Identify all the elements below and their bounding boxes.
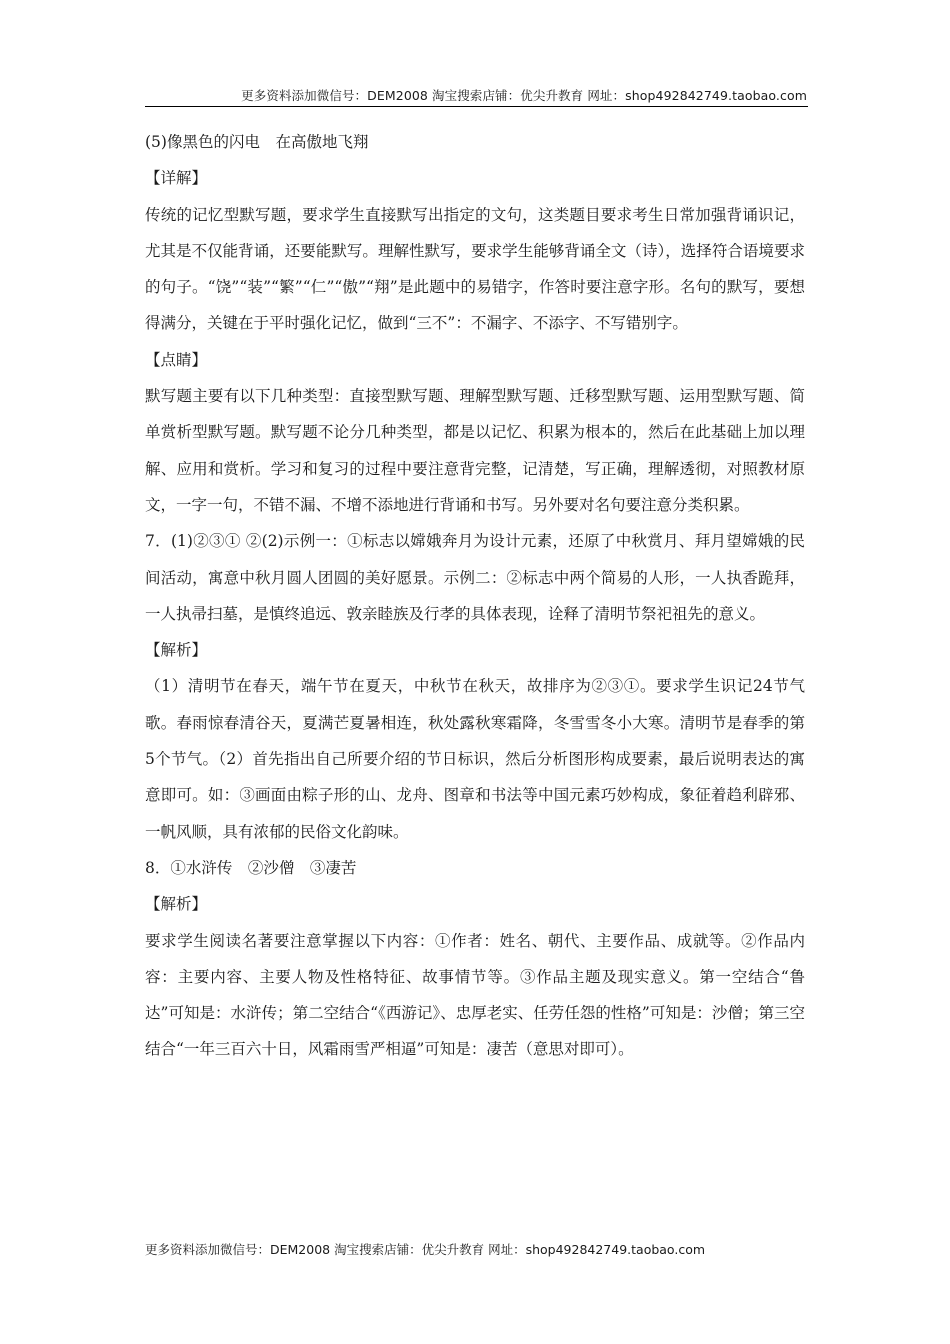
- answer-line-5: (5)像黑色的闪电 在高傲地飞翔: [145, 133, 369, 151]
- header-divider: [145, 106, 808, 107]
- section-heading-tip: 【点睛】: [145, 350, 208, 369]
- page-header: 更多资料添加微信号：DEM2008 淘宝搜索店铺：优尖升教育 网址：shop492842749.taobao.com: [241, 88, 807, 103]
- tip-paragraph: 默写题主要有以下几种类型：直接型默写题、理解型默写题、迁移型默写题、运用型默写题、简单赏析型默写题。默写题不论分几种类型，都是以记忆、积累为根本的，然后在此基础上加以理解、应用和赏析。学习和复习的过程中要注意背完整，记清楚，写正确，理解透彻，对照教材原文，一字一句，不错不漏、不增不添地进行背诵和书写。另外要对名句要注意分类积累。: [145, 387, 805, 514]
- answer-item-7: 7．(1)②③① ②(2)示例一：①标志以嫦娥奔月为设计元素，还原了中秋赏月、拜月望嫦娥的民间活动，寓意中秋月圆人团圆的美好愿景。示例二：②标志中两个简易的人形，一人执香跪拜，一人执帚扫墓，是慎终追远、敦亲睦族及行孝的具体表现，诠释了清明节祭祀祖先的意义。: [145, 532, 805, 623]
- section-heading-analysis-2: 【解析】: [145, 895, 208, 914]
- answer-item-8: 8．①水浒传 ②沙僧 ③凄苦: [145, 858, 357, 877]
- section-heading-analysis: 【解析】: [145, 641, 208, 660]
- section-heading-detail: 【详解】: [145, 169, 208, 188]
- detail-paragraph: 传统的记忆型默写题，要求学生直接默写出指定的文句，这类题目要求考生日常加强背诵识记，尤其是不仅能背诵，还要能默写。理解性默写，要求学生能够背诵全文（诗），选择符合语境要求的句子。“饶”“装”“繁”“仁”“傲”“翔”是此题中的易错字，作答时要注意字形。名句的默写，要想得满分，关键在于平时强化记忆，做到“三不”：不漏字、不添字、不写错别字。: [145, 205, 805, 333]
- answer-content: [145, 124, 805, 1068]
- page-footer: 更多资料添加微信号：DEM2008 淘宝搜索店铺：优尖升教育 网址：shop492842749.taobao.com: [145, 1242, 706, 1257]
- analysis-paragraph-7: （1）清明节在春天，端午节在夏天，中秋节在秋天，故排序为②③①。要求学生识记24节气歌。春雨惊春清谷天，夏满芒夏暑相连，秋处露秋寒霜降，冬雪雪冬小大寒。清明节是春季的第5个节气。（2）首先指出自己所要介绍的节日标识，然后分析图形构成要素，最后说明表达的寓意即可。如：③画面由粽子形的山、龙舟、图章和书法等中国元素巧妙构成，象征着趋利辟邪、一帆风顺，具有浓郁的民俗文化韵味。: [145, 677, 805, 841]
- analysis-paragraph-8: 要求学生阅读名著要注意掌握以下内容：①作者：姓名、朝代、主要作品、成就等。②作品内容：主要内容、主要人物及性格特征、故事情节等。③作品主题及现实意义。第一空结合“鲁达”可知是：水浒传；第二空结合“《西游记》、忠厚老实、任劳任怨的性格”可知是：沙僧；第三空结合“一年三百六十日，风霜雨雪严相逼”可知是：凄苦（意思对即可）。: [145, 931, 805, 1059]
